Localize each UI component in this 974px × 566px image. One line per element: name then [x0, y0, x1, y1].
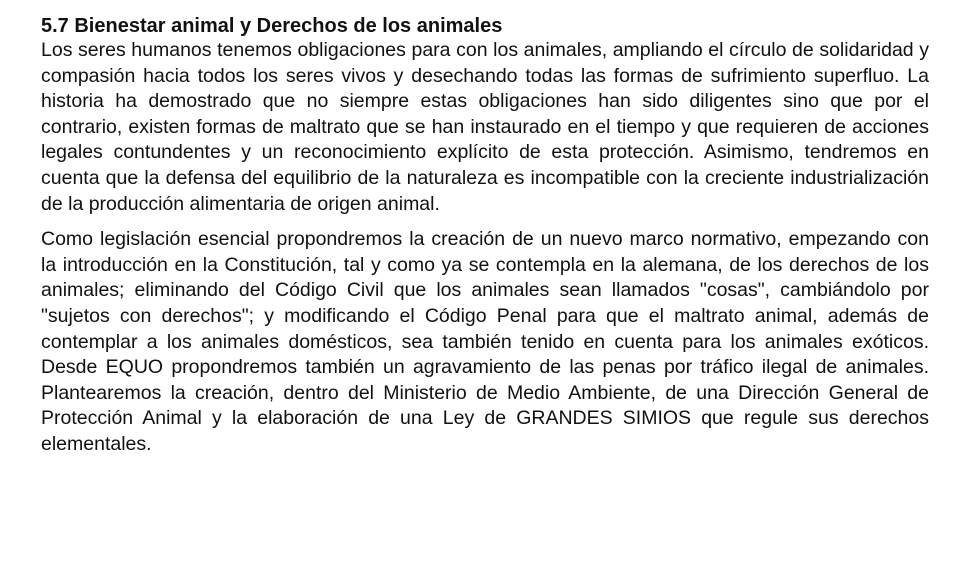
body-paragraph-1: Los seres humanos tenemos obligaciones para con los animales, ampliando el círculo de solidaridad y compasión hacia todos los seres vivos y desechando todas las formas de sufrimiento superfluo. La historia ha demostrado que no siempre estas obligaciones han sido diligentes sino que por el contrario, existen formas de maltrato que se han instaurado en el tiempo y que requieren de acciones legales contundentes y un reconocimiento explícito de esta protección. Asimismo, tendremos en cuenta que la defensa del equilibrio de la naturaleza es incompatible con la creciente industrialización de la producción alimentaria de origen animal. [41, 39, 929, 215]
document-page [41, 14, 929, 458]
body-paragraph-2: Como legislación esencial propondremos la creación de un nuevo marco normativo, empezando con la introducción en la Constitución, tal y como ya se contempla en la alemana, de los derechos de los animales; eliminando del Código Civil que los animales sean llamados "cosas", cambiándolo por "sujetos con derechos"; y modificando el Código Penal para que el maltrato animal, además de contemplar a los animales domésticos, sea también tenido en cuenta para los animales exóticos. Desde EQUO propondremos también un agravamiento de las penas por tráfico ilegal de animales. Plantearemos la creación, dentro del Ministerio de Medio Ambiente, de una Dirección General de Protección Animal y la elaboración de una Ley de GRANDES SIMIOS que regule sus derechos elementales. [41, 228, 929, 455]
section-heading: 5.7 Bienestar animal y Derechos de los animales [41, 15, 503, 37]
